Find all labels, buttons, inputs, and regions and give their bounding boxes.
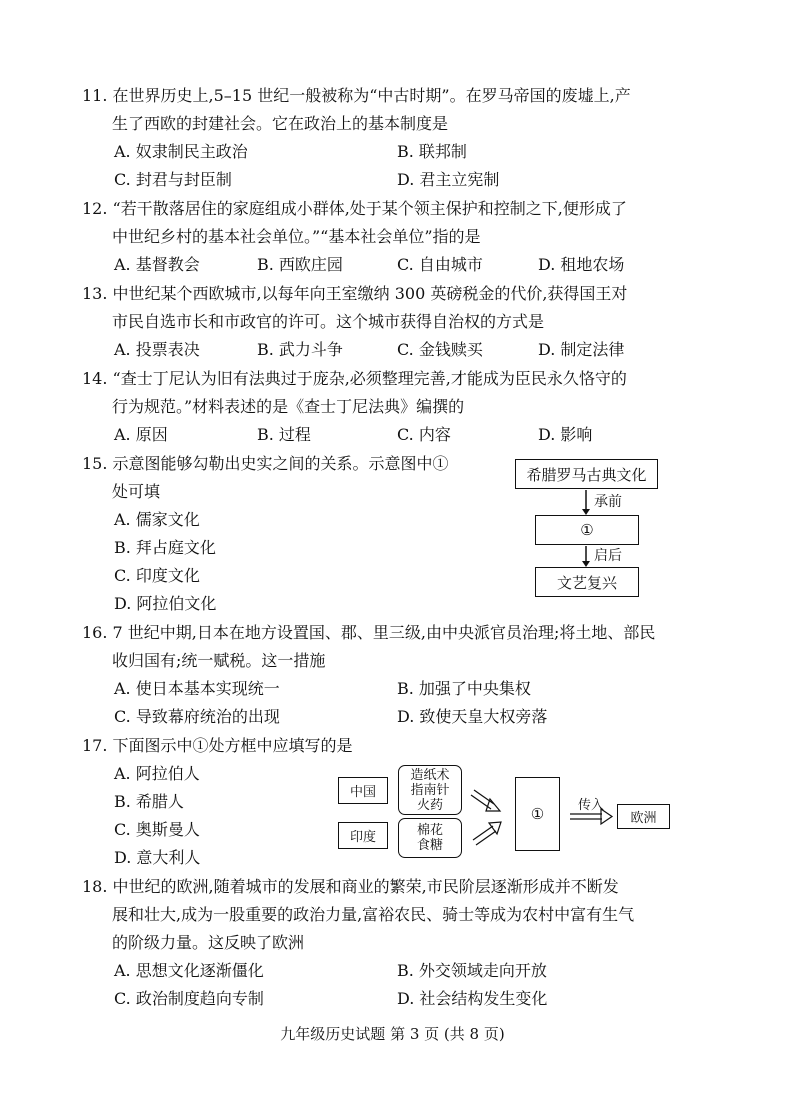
q13-option-d[interactable]: D. 制定法律 xyxy=(538,340,625,359)
q14-option-c[interactable]: C. 内容 xyxy=(397,425,451,444)
q16-option-a[interactable]: A. 使日本基本实现统一 xyxy=(114,679,280,698)
q14-option-a[interactable]: A. 原因 xyxy=(114,425,168,444)
q14-option-d[interactable]: D. 影响 xyxy=(538,425,593,444)
q13-stem-line1: 13. 中世纪某个西欧城市,以每年向王室缴纳 300 英磅税金的代价,获得国王对 xyxy=(82,284,628,303)
q17-arrow-down-right-icon xyxy=(471,790,500,811)
q13-option-c[interactable]: C. 金钱赎买 xyxy=(397,340,483,359)
q14-stem-line1: 14. “查士丁尼认为旧有法典过于庞杂,必须整理完善,才能成为臣民永久恪守的 xyxy=(82,369,627,388)
q11-option-a[interactable]: A. 奴隶制民主政治 xyxy=(114,142,248,161)
q15-diagram-bottom-box: 文艺复兴 xyxy=(535,567,639,597)
q18-option-d[interactable]: D. 社会结构发生变化 xyxy=(397,989,548,1008)
q16-option-b[interactable]: B. 加强了中央集权 xyxy=(397,679,531,698)
q17-option-d[interactable]: D. 意大利人 xyxy=(114,848,201,867)
q17-option-c[interactable]: C. 奥斯曼人 xyxy=(114,820,200,839)
q15-diagram-middle-box: ① xyxy=(535,515,639,545)
q18-stem-line2: 展和壮大,成为一股重要的政治力量,富裕农民、骑士等成为农村中富有生气 xyxy=(112,905,635,924)
q15-stem-line1: 15. 示意图能够勾勒出史实之间的关系。示意图中① xyxy=(82,454,449,473)
q17-europe-box: 欧洲 xyxy=(617,804,670,829)
q17-arrow-label: 传入 xyxy=(578,798,605,813)
q17-option-b[interactable]: B. 希腊人 xyxy=(114,792,184,811)
q12-option-d[interactable]: D. 租地农场 xyxy=(538,255,625,274)
q12-option-a[interactable]: A. 基督教会 xyxy=(114,255,200,274)
q18-option-b[interactable]: B. 外交领域走向开放 xyxy=(397,961,547,980)
q15-option-d[interactable]: D. 阿拉伯文化 xyxy=(114,594,217,613)
q15-arrow1-label: 承前 xyxy=(594,494,622,510)
q13-stem-line2: 市民自选市长和市政官的许可。这个城市获得自治权的方式是 xyxy=(112,312,545,331)
q17-india-box: 印度 xyxy=(338,822,388,849)
q17-china-item-1: 造纸术 xyxy=(410,767,450,783)
q11-option-b[interactable]: B. 联邦制 xyxy=(397,142,467,161)
q14-option-b[interactable]: B. 过程 xyxy=(257,425,311,444)
q16-stem-line2: 收归国有;统一赋税。这一措施 xyxy=(112,651,326,670)
q12-stem-line2: 中世纪乡村的基本社会单位。”“基本社会单位”指的是 xyxy=(112,227,481,246)
q11-option-c[interactable]: C. 封君与封臣制 xyxy=(114,170,232,189)
q17-china-item-3: 火药 xyxy=(416,797,443,813)
q15-option-c[interactable]: C. 印度文化 xyxy=(114,566,200,585)
q18-stem-line3: 的阶级力量。这反映了欧洲 xyxy=(112,933,305,952)
q12-stem-line1: 12. “若干散落居住的家庭组成小群体,处于某个领主保护和控制之下,便形成了 xyxy=(82,199,627,218)
q15-option-b[interactable]: B. 拜占庭文化 xyxy=(114,538,216,557)
q15-arrow2-label: 启后 xyxy=(594,548,622,564)
page-footer: 九年级历史试题 第 3 页 (共 8 页) xyxy=(280,1025,505,1043)
q13-option-b[interactable]: B. 武力斗争 xyxy=(257,340,343,359)
q17-china-box: 中国 xyxy=(338,777,388,804)
q14-stem-line2: 行为规范。”材料表述的是《查士丁尼法典》编撰的 xyxy=(112,397,465,416)
q17-option-a[interactable]: A. 阿拉伯人 xyxy=(114,764,200,783)
q17-india-item-1: 棉花 xyxy=(416,823,443,838)
q17-middle-box: ① xyxy=(515,777,560,851)
q15-stem-line2: 处可填 xyxy=(112,482,161,501)
q13-option-a[interactable]: A. 投票表决 xyxy=(114,340,200,359)
q12-option-c[interactable]: C. 自由城市 xyxy=(397,255,483,274)
q11-option-d[interactable]: D. 君主立宪制 xyxy=(397,170,500,189)
q17-arrow-up-right-icon xyxy=(473,822,501,845)
q17-india-item-2: 食糖 xyxy=(416,838,443,853)
q18-option-c[interactable]: C. 政治制度趋向专制 xyxy=(114,989,264,1008)
q12-option-b[interactable]: B. 西欧庄园 xyxy=(257,255,343,274)
q16-stem-line1: 16. 7 世纪中期,日本在地方设置国、郡、里三级,由中央派官员治理;将土地、部民 xyxy=(82,623,656,642)
q17-china-item-2: 指南针 xyxy=(410,782,450,798)
q17-stem-line1: 17. 下面图示中①处方框中应填写的是 xyxy=(82,736,353,755)
q11-stem-line2: 生了西欧的封建社会。它在政治上的基本制度是 xyxy=(112,114,449,133)
q16-option-c[interactable]: C. 导致幕府统治的出现 xyxy=(114,707,280,726)
q18-stem-line1: 18. 中世纪的欧洲,随着城市的发展和商业的繁荣,市民阶层逐渐形成并不断发 xyxy=(82,877,619,896)
q17-arrow-right-icon xyxy=(570,809,612,824)
q15-option-a[interactable]: A. 儒家文化 xyxy=(114,510,200,529)
q16-option-d[interactable]: D. 致使天皇大权旁落 xyxy=(397,707,548,726)
q18-option-a[interactable]: A. 思想文化逐渐僵化 xyxy=(114,961,264,980)
q11-stem-line1: 11. 在世界历史上,5–15 世纪一般被称为“中古时期”。在罗马帝国的废墟上,产 xyxy=(82,86,631,105)
q15-diagram-top-box: 希腊罗马古典文化 xyxy=(515,459,658,489)
